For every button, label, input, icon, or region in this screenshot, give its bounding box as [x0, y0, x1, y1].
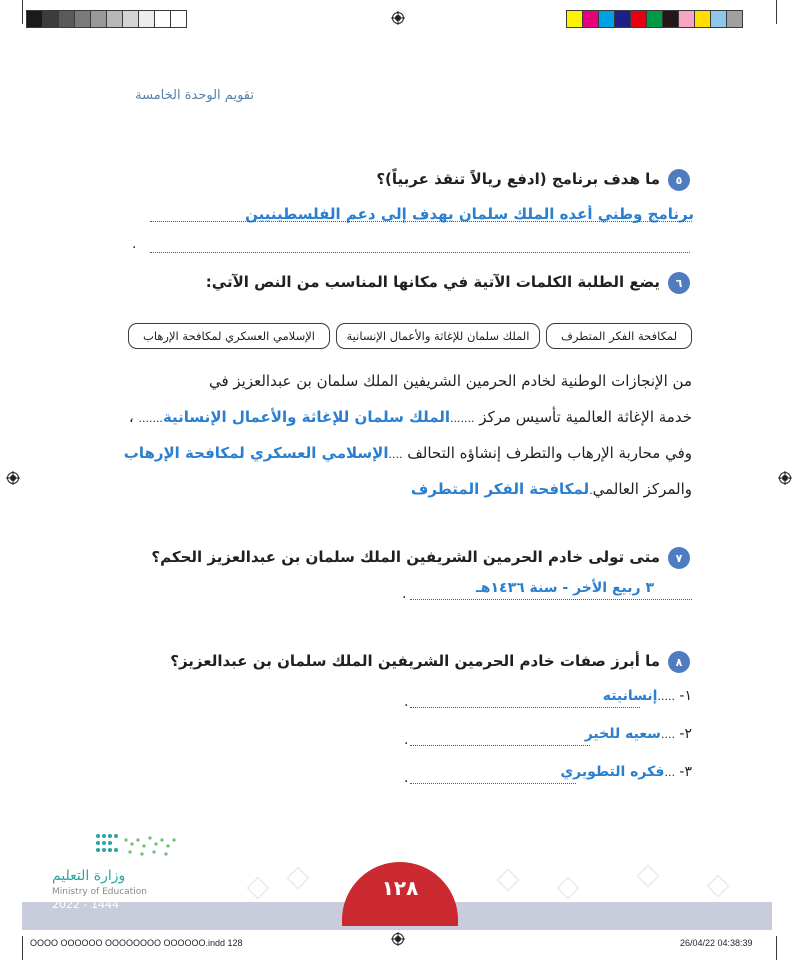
- ministry-name-arabic: وزارة التعليم: [52, 868, 126, 884]
- crop-mark: [776, 0, 777, 24]
- gray-swatch: [26, 10, 43, 28]
- decor-shape: [637, 865, 660, 888]
- word-chip-extremism: لمكافحة الفكر المتطرف: [546, 323, 692, 349]
- dotted-line: [410, 745, 590, 746]
- print-timestamp: 26/04/22 04:38:39: [680, 938, 753, 948]
- word-chip-military-coalition: الإسلامي العسكري لمكافحة الإرهاب: [128, 323, 330, 349]
- paragraph-line-4-prefix: والمركز العالمي: [592, 480, 692, 498]
- question-8-badge: ٨: [668, 651, 690, 673]
- question-6-badge: ٦: [668, 272, 690, 294]
- question-5-text: ما هدف برنامج (ادفع ريالاً تنقذ عربياً)؟: [376, 170, 660, 188]
- paragraph-line-2: خدمة الإغاثة العالمية تأسيس مركز .......الملك سلمان للإغاثة والأعمال الإنسانية....... ،: [128, 408, 692, 426]
- question-7-text: متى تولى خادم الحرمين الشريفين الملك سلمان بن عبدالعزيز الحكم؟: [151, 548, 660, 566]
- trait-item-1: ١- .....إنسانيته: [602, 688, 692, 704]
- color-swatch: [614, 10, 631, 28]
- crop-mark: [776, 936, 777, 960]
- crop-mark: [22, 936, 23, 960]
- dotted-line: [150, 221, 690, 222]
- decor-shape: [287, 867, 310, 890]
- dotted-line: [410, 707, 640, 708]
- registration-mark-icon: [391, 11, 405, 25]
- extremism-answer: لمكافحة الفكر المتطرف: [410, 480, 590, 498]
- line-end-dot: .: [404, 770, 409, 786]
- paragraph-line-2-prefix: خدمة الإغاثة العالمية تأسيس مركز: [479, 408, 692, 426]
- dotted-line: [410, 599, 692, 600]
- word-chip-ksrelief: الملك سلمان للإغاثة والأعمال الإنسانية: [336, 323, 540, 349]
- color-swatch: [662, 10, 679, 28]
- trait-item-3: ٣- ...فكره التطويري: [560, 764, 692, 780]
- gray-swatch: [74, 10, 91, 28]
- page-number: ١٢٨: [381, 876, 419, 900]
- crop-mark: [22, 0, 23, 24]
- gray-swatch: [122, 10, 139, 28]
- decor-shape: [707, 875, 730, 898]
- ksrelief-answer: الملك سلمان للإغاثة والأعمال الإنسانية: [162, 408, 451, 426]
- trait-number: ٣-: [679, 764, 692, 780]
- paragraph-line-2-suffix: ،: [128, 408, 134, 426]
- color-swatch: [726, 10, 743, 28]
- question-8-text: ما أبرز صفات خادم الحرمين الشريفين الملك سلمان بن عبدالعزيز؟: [170, 652, 660, 670]
- trait-item-2: ٢- ....سعيه للخير: [584, 726, 692, 742]
- decor-shape: [557, 877, 580, 900]
- paragraph-line-3-prefix: وفي محاربة الإرهاب والتطرف إنشاؤه التحالف: [407, 444, 692, 462]
- decor-shape: [497, 869, 520, 892]
- paragraph-line-4: والمركز العالمي.لمكافحة الفكر المتطرف: [410, 480, 692, 498]
- gray-swatch: [170, 10, 187, 28]
- line-end-dot: .: [132, 236, 137, 252]
- dotted-line: [410, 783, 576, 784]
- file-slug: OOOO OOOOOO OOOOOOOO OOOOOO.indd 128: [30, 938, 243, 948]
- coalition-answer: الإسلامي العسكري لمكافحة الإرهاب: [123, 444, 389, 462]
- question-7-answer-line: [476, 580, 654, 596]
- printer-gray-bar: [26, 10, 186, 28]
- registration-mark-icon: [778, 471, 792, 485]
- question-6-text: يضع الطلبة الكلمات الآتية في مكانها المناسب من النص الآتي:: [205, 273, 660, 291]
- paragraph-line-3: وفي محاربة الإرهاب والتطرف إنشاؤه التحالف ....الإسلامي العسكري لمكافحة الإرهاب: [123, 444, 692, 462]
- gray-swatch: [106, 10, 123, 28]
- line-end-dot: .: [402, 586, 407, 602]
- decor-shape: [247, 877, 270, 900]
- color-swatch: [710, 10, 727, 28]
- trait-answer: فكره التطويري: [560, 764, 665, 780]
- page-number-tab: [342, 862, 458, 926]
- color-swatch: [598, 10, 615, 28]
- question-5-answer: برنامج وطني أعده الملك سلمان يهدف إلى دعم الفلسطينيين: [245, 205, 694, 223]
- dotted-line: [150, 252, 690, 253]
- trait-answer: إنسانيته: [602, 688, 658, 704]
- gray-swatch: [58, 10, 75, 28]
- color-swatch: [582, 10, 599, 28]
- color-swatch: [678, 10, 695, 28]
- gray-swatch: [154, 10, 171, 28]
- ministry-name-english: Ministry of Education: [52, 887, 147, 897]
- line-end-dot: .: [404, 694, 409, 710]
- gray-swatch: [90, 10, 107, 28]
- trait-number: ١-: [679, 688, 692, 704]
- line-end-dot: .: [404, 732, 409, 748]
- gray-swatch: [138, 10, 155, 28]
- color-swatch: [646, 10, 663, 28]
- edition-year: 2022 - 1444: [52, 898, 119, 911]
- trait-answer: سعيه للخير: [584, 726, 661, 742]
- question-7-answer: ٣ ربيع الأخر - سنة ١٤٣٦هـ: [475, 580, 654, 596]
- registration-mark-icon: [391, 932, 405, 946]
- ministry-logo-icon: [94, 832, 178, 858]
- printer-color-bar: [566, 10, 742, 28]
- color-swatch: [630, 10, 647, 28]
- color-swatch: [566, 10, 583, 28]
- question-5-badge: ٥: [668, 169, 690, 191]
- color-swatch: [694, 10, 711, 28]
- gray-swatch: [42, 10, 59, 28]
- registration-mark-icon: [6, 471, 20, 485]
- trait-number: ٢-: [679, 726, 692, 742]
- question-7-badge: ٧: [668, 547, 690, 569]
- paragraph-line-1: من الإنجازات الوطنية لخادم الحرمين الشريفين الملك سلمان بن عبدالعزيز في: [208, 372, 692, 390]
- unit-review-title: تقويم الوحدة الخامسة: [135, 88, 254, 103]
